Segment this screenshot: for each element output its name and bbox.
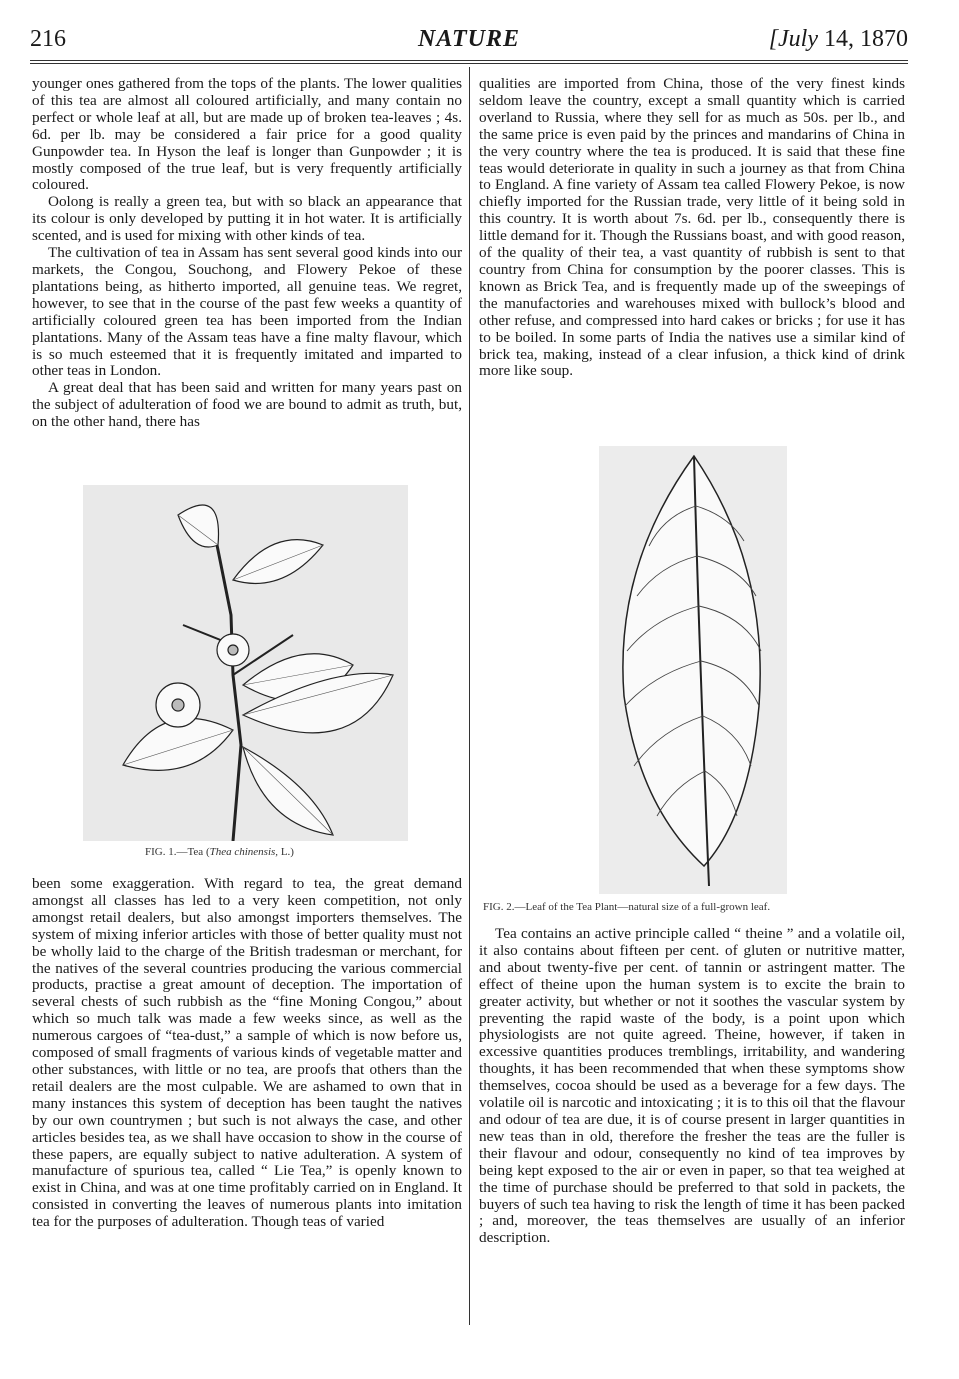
paragraph: qualities are imported from China, those of the very finest kinds seldom leave the country, except a small quantity which is carried overland to Russia, where they sell for as much as 50s. per lb., and the same price is even paid by the princes and mandarins of China in the very country where the tea is produced. It is said that these fine teas would deteriorate in quality in such a journey as that from China to England. A fine variety of Assam tea called Flowery Pekoe, is now chiefly imported for the Russian trade, very little of it being sold in this country. It is worth about 7s. 6d. per lb., consequently there is little demand for it. Though the Russians boast, and with good reason, of the quality of their tea, a vast quantity of rubbish is sent to that country from China for consumption by the poorer classes. This is known as Brick Tea, and is frequently made up of the sweepings of the manufactories and warehouses mixed with bullock’s blood and other refuse, and compressed into hard cakes or bricks ; for use it has to be boiled. In some parts of India the natives use a similar kind of brick tea, making, instead of a clear infusion, a thick kind of drink more like soup. xyxy=(479,75,905,380)
paragraph: been some exaggeration. With regard to tea, the great demand amongst all classes has led to a very keen competition, not only amongst retail dealers, but also amongst importers themselves. The system of mixing inferior articles with those of better quality must not be wholly laid to the charge of the British tradesman or merchant, for the natives of the several countries producing the various commercial products, practise a great amount of deception. The importation of several chests of such rubbish as the “fine Moning Congou,” about which so much talk was made a few weeks since, as well as the numerous cargoes of “tea-dust,” a sample of which is now before us, composed of small fragments of various kinds of vegetable matter and other substances, with little or no tea, are proofs that others than the retail dealers are the most culpable. We are ashamed to own that in many instances this system of deception has been taught the natives by our own countrymen ; but such is not always the case, and other articles besides tea, as we shall have occasion to show in the course of these papers, are equally subject to native adulteration. A system of manufacture of spurious tea, called “ Lie Tea,” is openly known to exist in China, and was at one time profitably carried on in England. It consisted in converting the leaves of numerous plants into imitation tea for the purposes of adulteration. Though teas of varied xyxy=(32,875,462,1231)
column-divider xyxy=(469,67,470,1325)
issue-date xyxy=(769,26,908,53)
page-number: 216 xyxy=(30,26,66,52)
paragraph: A great deal that has been said and written for many years past on the subject of adulteration of food we are bound to admit as truth, but, on the other hand, there has xyxy=(32,379,462,431)
left-column-bottom xyxy=(32,876,462,1231)
tea-leaf-illustration xyxy=(599,446,787,894)
page-header xyxy=(30,26,908,56)
header-rule xyxy=(30,60,908,61)
right-column-bottom xyxy=(479,926,905,1247)
figure-1-tail: L.) xyxy=(278,846,294,858)
left-column-top xyxy=(32,76,462,431)
issue-date-rest: 14, 1870 xyxy=(818,26,908,52)
figure-1-label: FIG. 1.—Tea ( xyxy=(145,846,210,858)
figure-1-species: Thea chinensis, xyxy=(209,846,279,858)
issue-date-month: [July xyxy=(768,26,818,52)
paragraph: The cultivation of tea in Assam has sent several good kinds into our markets, the Congou, Souchong, and Flowery Pekoe of these plantations being, as hitherto imported, all genuine teas. We regret, however, to see that in the course of the past few weeks a quantity of artificially coloured green tea has been imported from the Indian plantations. Many of the Assam teas have a fine malty flavour, which is so much esteemed that it is frequently imitated and imparted to other teas in London. xyxy=(32,244,462,380)
right-column-top xyxy=(479,76,905,380)
paragraph: Tea contains an active principle called “ theine ” and a volatile oil, it also contains about fifteen per cent. of gluten or nutritive matter, and about twenty-five per cent. of tannin or astringent matter. The effect of theine upon the human system is to excite the brain to greater activity, but whether or not it soothes the vascular system by preventing the rapid waste of the body, is a point upon which physiologists are not quite agreed. Theine, however, if taken in excessive quantities produces tremblings, irritability, and wandering thoughts, it has been recommended that when these symptoms show themselves, cocoa should be used as a beverage for a few days. The volatile oil is narcotic and intoxicating ; it is to this oil that the flavour and odour of tea are due, it is of course present in larger quantities in new teas than in old, therefore the fresher the teas are the fuller is their flavour and odour, consequently no kind of tea improves by being kept exposed to the air or even in paper, so that tea weighed at the time of purchase should be preferred to that sold in packets, the buyers of such tea having to risk the length of time it has been packed ; and, moreover, the teas themselves are usually of an inferior description. xyxy=(479,925,906,1247)
paragraph: younger ones gathered from the tops of the plants. The lower qualities of this tea are almost all coloured artificially, and many contain no perfect or whole leaf at all, but are made up of broken tea-leaves ; 4s. 6d. per lb. may be considered a fair price for a good quality Gunpowder tea. In Hyson the leaf is longer than Gunpowder ; it is mostly composed of the true leaf, but is very frequently artificially coloured. xyxy=(32,75,462,194)
paragraph: Oolong is really a green tea, but with so black an appearance that its colour is only developed by putting it in hot water. It is artificially scented, and is used for mixing with other kinds of tea. xyxy=(32,193,462,245)
figure-1-caption xyxy=(145,846,294,858)
journal-title: NATURE xyxy=(417,26,521,52)
tea-plant-illustration xyxy=(83,485,408,841)
header-rule-second xyxy=(30,63,908,64)
figure-2-caption: FIG. 2.—Leaf of the Tea Plant—natural size of a full-grown leaf. xyxy=(483,901,771,913)
